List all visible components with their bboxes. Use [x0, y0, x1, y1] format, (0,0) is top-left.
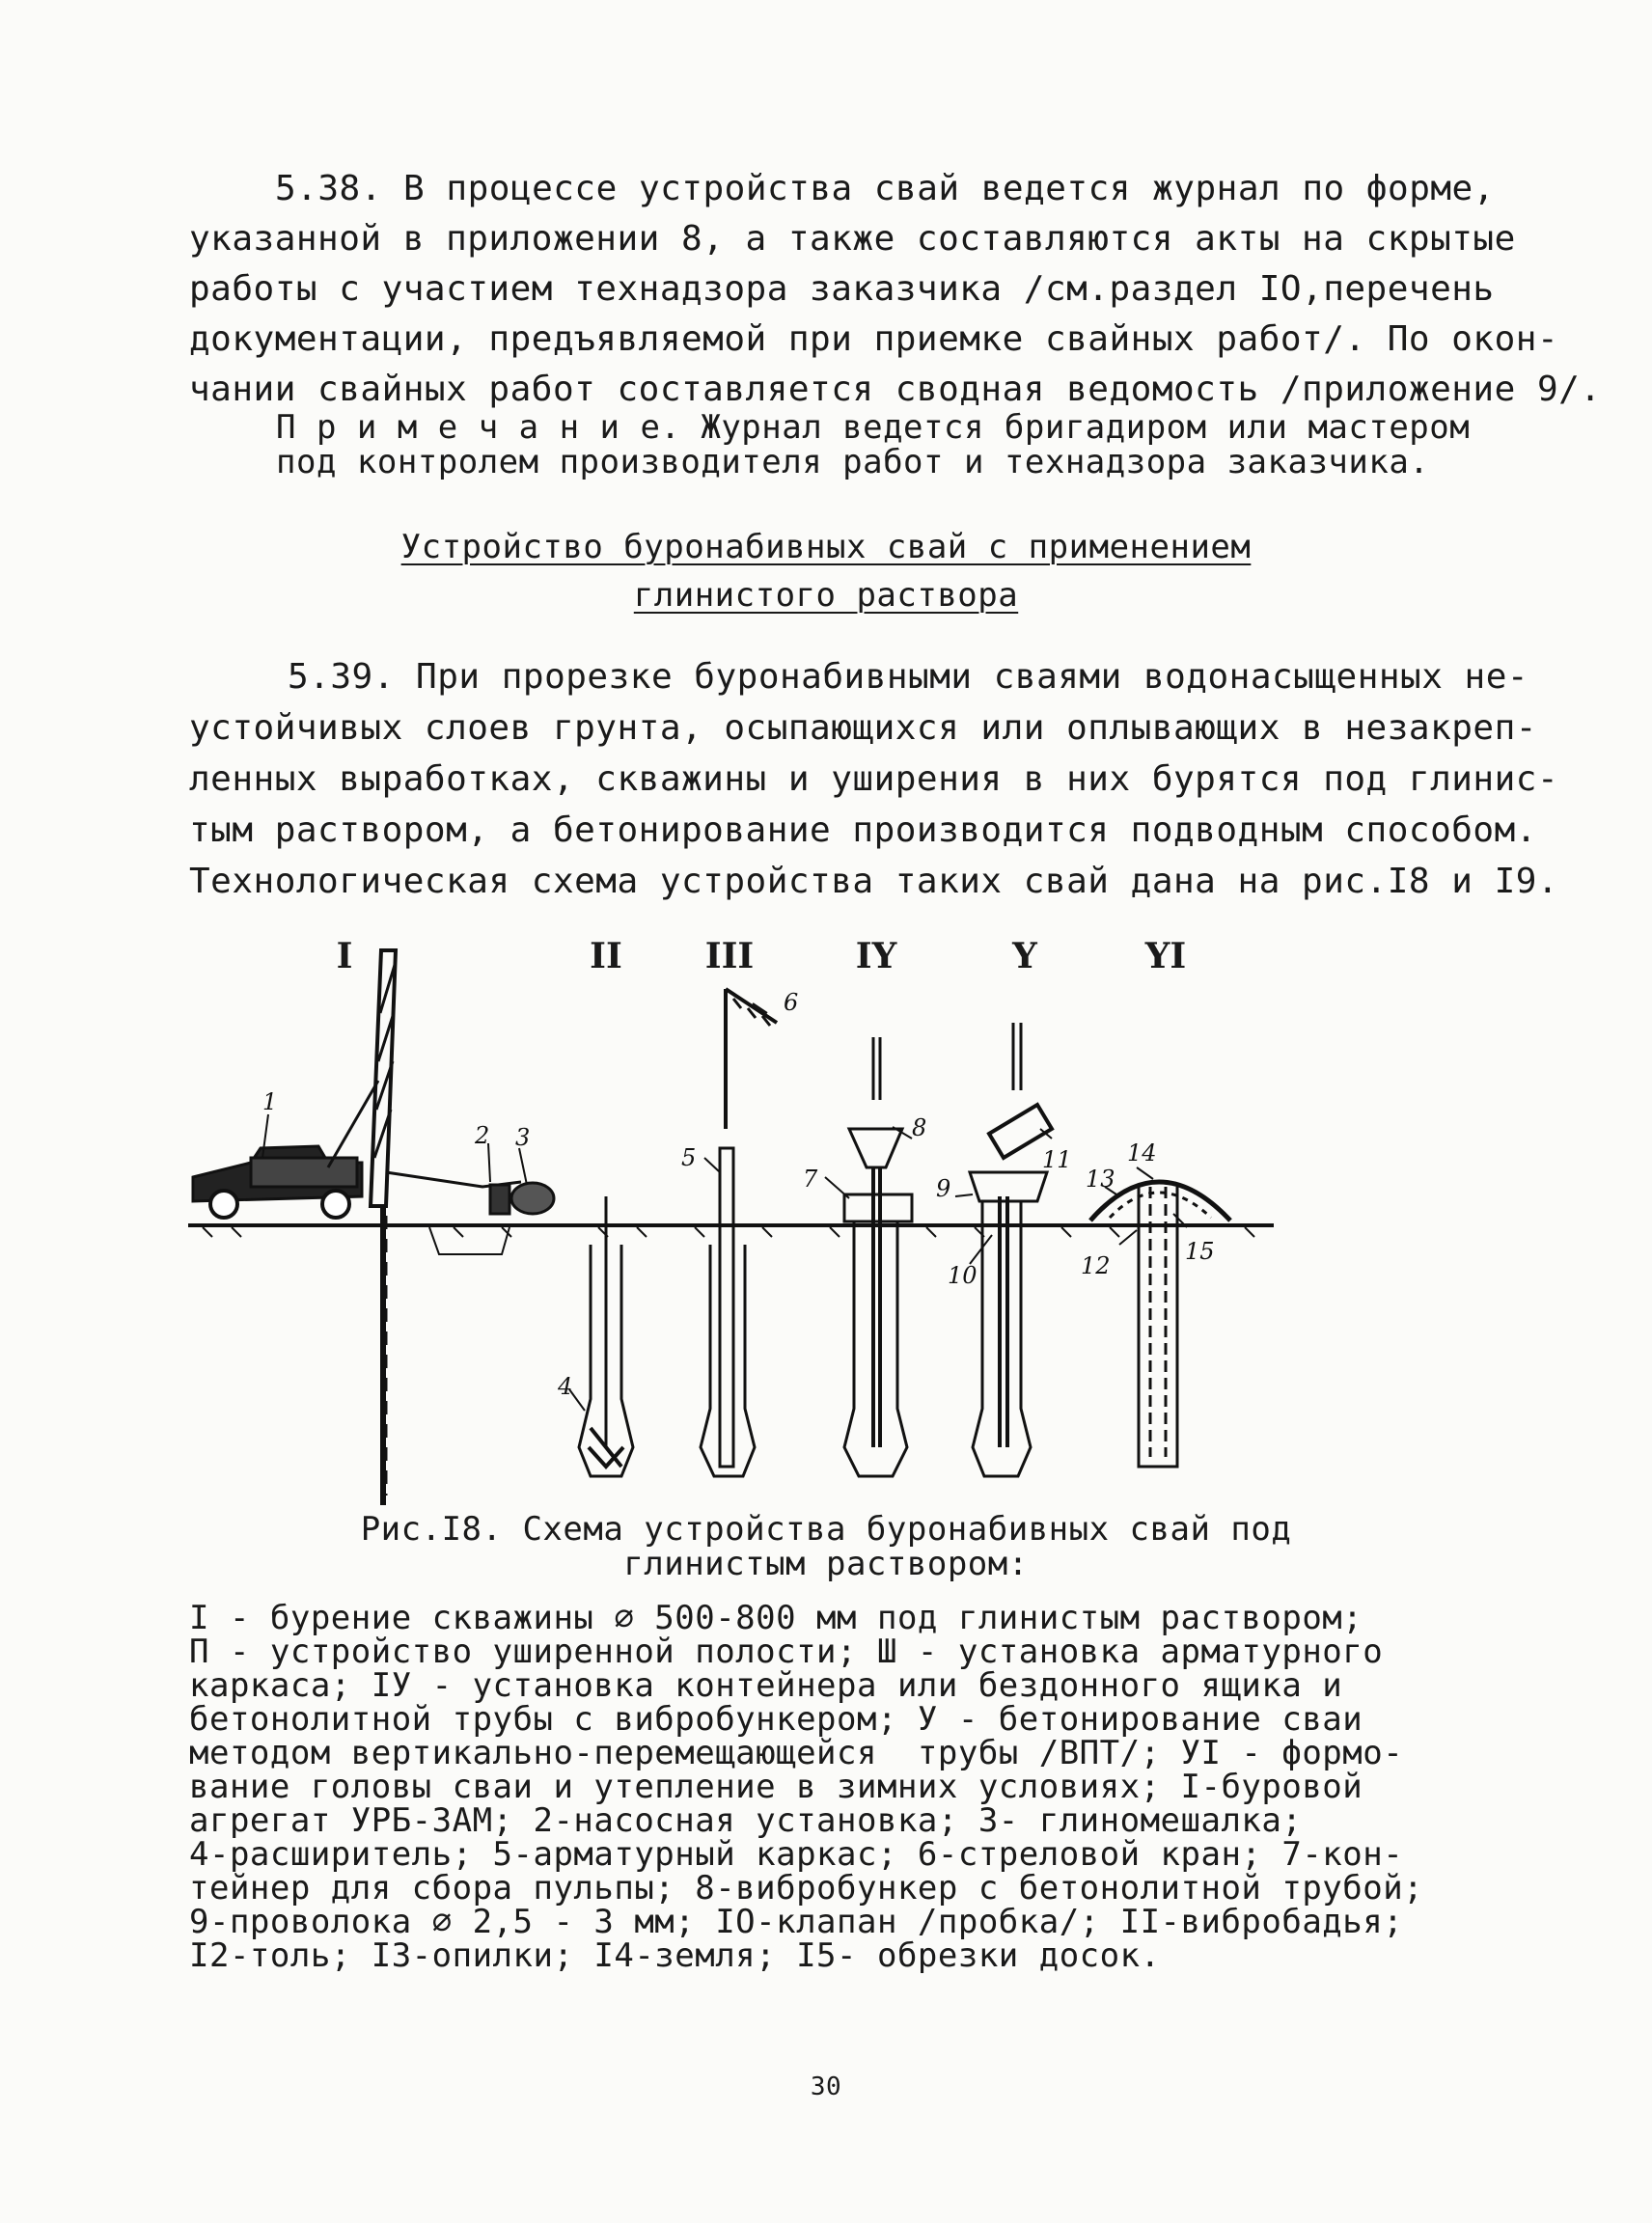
callout-number: 3 — [515, 1124, 531, 1151]
callout-number: 13 — [1086, 1166, 1115, 1193]
callout-number: 12 — [1081, 1252, 1111, 1279]
text-line: 5.39. При прорезке буронабивными сваями водонасыщенных не- — [288, 657, 1529, 697]
stage-label: IY — [855, 936, 897, 976]
legend-line: 4-расширитель; 5-арматурный каркас; 6-стреловой кран; 7-кон- — [189, 1835, 1404, 1874]
callout-number: 9 — [936, 1175, 951, 1202]
callout-number: 1 — [262, 1088, 278, 1115]
text-line: устойчивых слоев грунта, осыпающихся или оплывающих в незакреп- — [189, 708, 1537, 748]
caption-line: Рис.I8. Схема устройства буронабивных свай под — [360, 1510, 1292, 1549]
stage-iii-cage — [701, 989, 777, 1476]
text-line: чании свайных работ составляется сводная ведомость /приложение 9/. — [189, 370, 1602, 409]
stage-ii-well — [579, 1196, 633, 1476]
text-line: тым раствором, а бетонирование производится подводным способом. — [189, 810, 1537, 850]
callout-number: 11 — [1042, 1146, 1072, 1173]
stage-iv-container — [844, 1037, 912, 1476]
callout-number: 8 — [912, 1114, 927, 1141]
stage-label: YI — [1144, 936, 1187, 976]
text-line: Технологическая схема устройства таких свай дана на рис.I8 и I9. — [189, 862, 1559, 901]
legend-line: I - бурение скважины ∅ 500-800 мм под глинистым раствором; — [189, 1599, 1363, 1637]
callout-number: 7 — [803, 1166, 818, 1193]
callout-number: 10 — [948, 1262, 977, 1289]
caption-line: глинистым раствором: — [623, 1545, 1029, 1583]
text-line: ленных выработках, скважины и уширения в них бурятся под глинис- — [189, 759, 1559, 799]
callout-number: 14 — [1127, 1139, 1157, 1166]
text-line: документации, предъявляемой при приемке свайных работ/. По окон- — [189, 319, 1559, 359]
stage-label: III — [704, 936, 755, 976]
ground-hatch — [203, 1227, 1254, 1237]
note-line: под контролем производителя работ и технадзора заказчика. — [276, 443, 1430, 481]
legend-line: П - устройство уширенной полости; Ш - установка арматурного — [189, 1633, 1384, 1671]
legend-line: агрегат УРБ-ЗАМ; 2-насосная установка; 3- глиномешалка; — [189, 1801, 1303, 1840]
legend-line: бетонолитной трубы с вибробункером; У - бетонирование сваи — [189, 1700, 1363, 1739]
callout-number: 4 — [558, 1373, 573, 1400]
callout-number: 2 — [475, 1122, 490, 1149]
callout-number: 5 — [681, 1144, 697, 1171]
pump-and-mixer — [490, 1183, 554, 1214]
note-line: П р и м е ч а н и е. Журнал ведется бригадиром или мастером — [276, 408, 1471, 447]
stage-label: I — [336, 936, 353, 976]
stage-label: Y — [1012, 936, 1037, 976]
drilling-rig — [193, 950, 521, 1505]
callout-number: 6 — [784, 989, 799, 1016]
legend-line: тейнер для сбора пульпы; 8-вибробункер с бетонолитной трубой; — [189, 1869, 1424, 1907]
legend-line: каркаса; IУ - установка контейнера или бездонного ящика и — [189, 1666, 1343, 1705]
callout-number: 15 — [1185, 1238, 1215, 1265]
heading-line: глинистого раствора — [633, 576, 1019, 615]
stage-label: II — [590, 936, 622, 976]
heading-line: Устройство буронабивных свай с применением — [400, 528, 1252, 566]
page-number: 30 — [810, 2072, 842, 2101]
text-line: работы с участием технадзора заказчика /см.раздел IO,перечень — [189, 269, 1495, 309]
legend-line: I2-толь; I3-опилки; I4-земля; I5- обрезки досок. — [189, 1936, 1161, 1975]
legend-line: методом вертикально-перемещающейся трубы /ВПТ/; УI - формо- — [189, 1734, 1404, 1772]
text-line: указанной в приложении 8, а также составляются акты на скрытые — [189, 219, 1516, 259]
text-line: 5.38. В процессе устройства свай ведется журнал по форме, — [275, 169, 1495, 208]
legend-line: 9-проволока ∅ 2,5 - 3 мм; IO-клапан /пробка/; II-вибробадья; — [189, 1903, 1404, 1941]
legend-line: вание головы сваи и утепление в зимних условиях; I-буровой — [189, 1768, 1363, 1806]
